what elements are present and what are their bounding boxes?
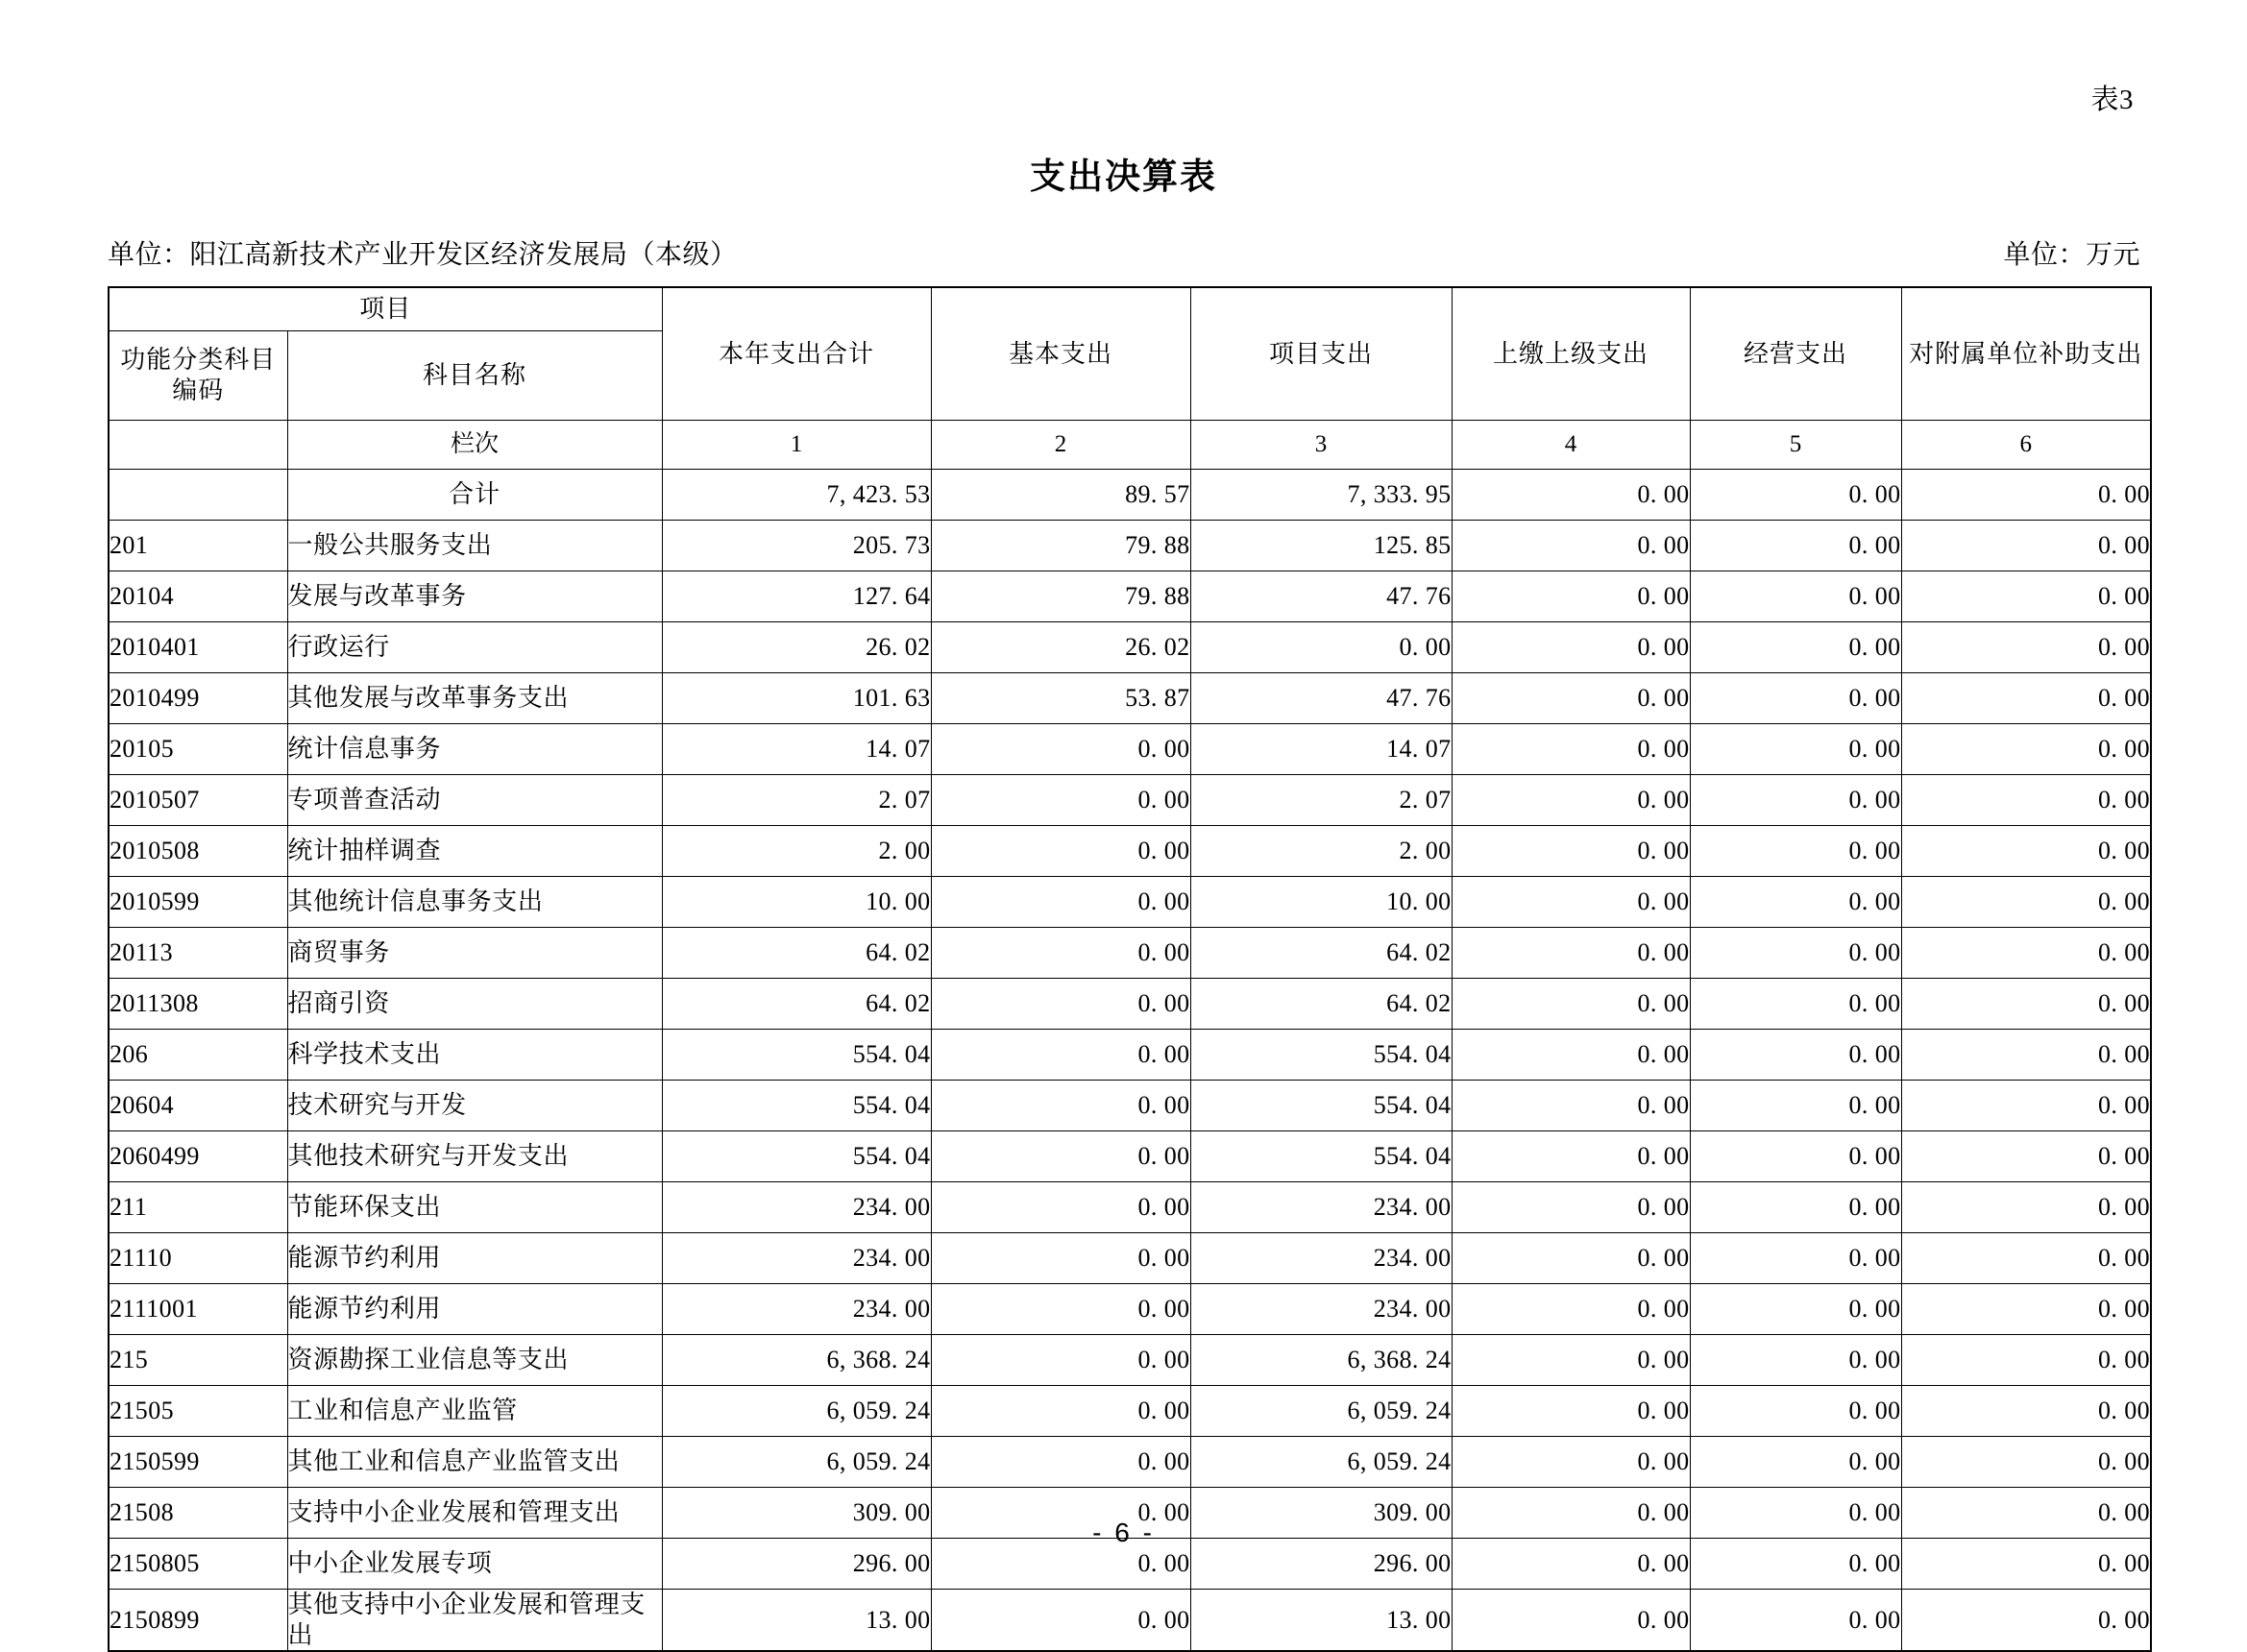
- row-value-3: 13. 00: [1190, 1590, 1452, 1652]
- row-value-5: 0. 00: [1690, 1233, 1901, 1284]
- total-row-value-2: 89. 57: [931, 470, 1190, 521]
- unit-organization: 单位：阳江高新技术产业开发区经济发展局（本级）: [108, 240, 738, 270]
- row-subject-name: 发展与改革事务: [287, 571, 662, 622]
- row-subject-name: 工业和信息产业监管: [287, 1386, 662, 1437]
- row-function-code: 21505: [109, 1386, 287, 1437]
- row-value-5: 0. 00: [1690, 571, 1901, 622]
- row-value-5: 0. 00: [1690, 1386, 1901, 1437]
- table-row: [109, 1437, 2151, 1488]
- table-row: [109, 1182, 2151, 1233]
- table-row: [109, 826, 2151, 877]
- row-value-4: 0. 00: [1452, 1335, 1690, 1386]
- row-function-code: 2010508: [109, 826, 287, 877]
- row-value-4: 0. 00: [1452, 673, 1690, 724]
- row-function-code: 2111001: [109, 1284, 287, 1335]
- row-function-code: 2150599: [109, 1437, 287, 1488]
- row-value-1: 296. 00: [662, 1539, 931, 1590]
- row-subject-name: 能源节约利用: [287, 1284, 662, 1335]
- table-row-total: [109, 470, 2151, 521]
- row-value-2: 0. 00: [931, 928, 1190, 979]
- row-value-4: 0. 00: [1452, 1488, 1690, 1539]
- row-subject-name: 其他技术研究与开发支出: [287, 1131, 662, 1182]
- lane-number-6: 6: [1901, 421, 2151, 470]
- row-function-code: 2010507: [109, 775, 287, 826]
- row-function-code: 20604: [109, 1081, 287, 1131]
- row-value-3: 234. 00: [1190, 1182, 1452, 1233]
- row-function-code: 2010599: [109, 877, 287, 928]
- header-group-project: 项目: [109, 287, 662, 331]
- row-value-4: 0. 00: [1452, 826, 1690, 877]
- table-row: [109, 724, 2151, 775]
- row-value-6: 0. 00: [1901, 673, 2151, 724]
- row-value-6: 0. 00: [1901, 571, 2151, 622]
- row-value-2: 0. 00: [931, 1335, 1190, 1386]
- row-value-3: 47. 76: [1190, 571, 1452, 622]
- row-subject-name: 其他统计信息事务支出: [287, 877, 662, 928]
- row-value-5: 0. 00: [1690, 724, 1901, 775]
- row-function-code: 20113: [109, 928, 287, 979]
- row-value-2: 0. 00: [931, 826, 1190, 877]
- row-function-code: 20104: [109, 571, 287, 622]
- row-value-3: 309. 00: [1190, 1488, 1452, 1539]
- row-value-6: 0. 00: [1901, 1030, 2151, 1081]
- row-function-code: 20105: [109, 724, 287, 775]
- table-row: [109, 622, 2151, 673]
- total-row-value-5: 0. 00: [1690, 470, 1901, 521]
- row-value-6: 0. 00: [1901, 1284, 2151, 1335]
- table-head: [109, 287, 2151, 470]
- row-value-6: 0. 00: [1901, 1081, 2151, 1131]
- row-value-5: 0. 00: [1690, 775, 1901, 826]
- row-value-2: 26. 02: [931, 622, 1190, 673]
- row-value-5: 0. 00: [1690, 1335, 1901, 1386]
- row-value-3: 6, 059. 24: [1190, 1386, 1452, 1437]
- row-value-2: 0. 00: [931, 877, 1190, 928]
- row-value-5: 0. 00: [1690, 521, 1901, 571]
- row-value-3: 296. 00: [1190, 1539, 1452, 1590]
- row-value-2: 0. 00: [931, 1030, 1190, 1081]
- row-value-6: 0. 00: [1901, 1437, 2151, 1488]
- table-row: [109, 521, 2151, 571]
- row-value-3: 6, 368. 24: [1190, 1335, 1452, 1386]
- row-function-code: 2010401: [109, 622, 287, 673]
- lane-label: 栏次: [287, 421, 662, 470]
- row-value-3: 554. 04: [1190, 1131, 1452, 1182]
- total-row-value-4: 0. 00: [1452, 470, 1690, 521]
- row-value-1: 554. 04: [662, 1081, 931, 1131]
- row-subject-name: 专项普查活动: [287, 775, 662, 826]
- row-value-6: 0. 00: [1901, 1590, 2151, 1652]
- row-value-2: 0. 00: [931, 979, 1190, 1030]
- row-value-4: 0. 00: [1452, 724, 1690, 775]
- table-row: [109, 1131, 2151, 1182]
- row-value-2: 0. 00: [931, 1488, 1190, 1539]
- row-value-3: 0. 00: [1190, 622, 1452, 673]
- row-subject-name: 其他工业和信息产业监管支出: [287, 1437, 662, 1488]
- row-value-2: 0. 00: [931, 775, 1190, 826]
- row-value-2: 0. 00: [931, 724, 1190, 775]
- page-number: - 6 -: [1092, 1518, 1155, 1547]
- row-value-6: 0. 00: [1901, 979, 2151, 1030]
- row-value-1: 234. 00: [662, 1284, 931, 1335]
- row-value-4: 0. 00: [1452, 1030, 1690, 1081]
- table-row: [109, 775, 2151, 826]
- row-function-code: 215: [109, 1335, 287, 1386]
- row-value-5: 0. 00: [1690, 826, 1901, 877]
- row-value-2: 79. 88: [931, 521, 1190, 571]
- row-value-1: 2. 00: [662, 826, 931, 877]
- row-value-3: 2. 07: [1190, 775, 1452, 826]
- row-value-3: 6, 059. 24: [1190, 1437, 1452, 1488]
- header-operating-expenditure: 经营支出: [1690, 287, 1901, 421]
- row-value-4: 0. 00: [1452, 1539, 1690, 1590]
- row-value-6: 0. 00: [1901, 877, 2151, 928]
- row-value-4: 0. 00: [1452, 1386, 1690, 1437]
- row-value-6: 0. 00: [1901, 1131, 2151, 1182]
- lane-number-5: 5: [1690, 421, 1901, 470]
- table-row: [109, 1081, 2151, 1131]
- total-row-value-3: 7, 333. 95: [1190, 470, 1452, 521]
- row-value-2: 0. 00: [931, 1284, 1190, 1335]
- row-value-4: 0. 00: [1452, 622, 1690, 673]
- row-value-3: 234. 00: [1190, 1233, 1452, 1284]
- table-row: [109, 1590, 2151, 1652]
- row-value-5: 0. 00: [1690, 1590, 1901, 1652]
- table-row: [109, 673, 2151, 724]
- row-value-1: 234. 00: [662, 1233, 931, 1284]
- row-value-1: 14. 07: [662, 724, 931, 775]
- row-value-3: 554. 04: [1190, 1030, 1452, 1081]
- row-function-code: 2011308: [109, 979, 287, 1030]
- row-value-4: 0. 00: [1452, 979, 1690, 1030]
- row-value-5: 0. 00: [1690, 877, 1901, 928]
- row-function-code: 2150899: [109, 1590, 287, 1652]
- row-value-1: 6, 368. 24: [662, 1335, 931, 1386]
- row-value-2: 0. 00: [931, 1590, 1190, 1652]
- row-value-3: 125. 85: [1190, 521, 1452, 571]
- header-project-expenditure: 项目支出: [1190, 287, 1452, 421]
- row-value-2: 0. 00: [931, 1182, 1190, 1233]
- row-function-code: 211: [109, 1182, 287, 1233]
- row-subject-name: 节能环保支出: [287, 1182, 662, 1233]
- row-subject-name: 统计抽样调查: [287, 826, 662, 877]
- row-value-2: 0. 00: [931, 1437, 1190, 1488]
- row-value-4: 0. 00: [1452, 775, 1690, 826]
- row-value-2: 0. 00: [931, 1539, 1190, 1590]
- table-row: [109, 1233, 2151, 1284]
- row-value-1: 309. 00: [662, 1488, 931, 1539]
- row-value-1: 234. 00: [662, 1182, 931, 1233]
- row-subject-name: 商贸事务: [287, 928, 662, 979]
- row-function-code: 2060499: [109, 1131, 287, 1182]
- lane-number-4: 4: [1452, 421, 1690, 470]
- header-subsidy-expenditure: 对附属单位补助支出: [1901, 287, 2151, 421]
- row-value-4: 0. 00: [1452, 521, 1690, 571]
- row-value-4: 0. 00: [1452, 928, 1690, 979]
- table-row: [109, 1284, 2151, 1335]
- header-subject-name: 科目名称: [287, 331, 662, 421]
- row-subject-name: 行政运行: [287, 622, 662, 673]
- table-row: [109, 1386, 2151, 1437]
- row-value-6: 0. 00: [1901, 1386, 2151, 1437]
- row-value-3: 64. 02: [1190, 928, 1452, 979]
- total-row-code: [109, 470, 287, 521]
- row-value-5: 0. 00: [1690, 928, 1901, 979]
- header-total-expenditure: 本年支出合计: [662, 287, 931, 421]
- row-function-code: 206: [109, 1030, 287, 1081]
- table-body: [109, 470, 2151, 1652]
- row-value-6: 0. 00: [1901, 521, 2151, 571]
- row-value-6: 0. 00: [1901, 1539, 2151, 1590]
- row-value-4: 0. 00: [1452, 1590, 1690, 1652]
- row-value-3: 14. 07: [1190, 724, 1452, 775]
- header-remit-upper-expenditure: 上缴上级支出: [1452, 287, 1690, 421]
- row-value-4: 0. 00: [1452, 1437, 1690, 1488]
- row-value-1: 2. 07: [662, 775, 931, 826]
- row-value-1: 554. 04: [662, 1131, 931, 1182]
- row-value-5: 0. 00: [1690, 1131, 1901, 1182]
- row-subject-name: 中小企业发展专项: [287, 1539, 662, 1590]
- row-function-code: 2150805: [109, 1539, 287, 1590]
- row-function-code: 21110: [109, 1233, 287, 1284]
- row-value-6: 0. 00: [1901, 826, 2151, 877]
- unit-currency: 单位：万元: [2003, 240, 2140, 270]
- row-value-5: 0. 00: [1690, 1488, 1901, 1539]
- table-row: [109, 928, 2151, 979]
- row-value-5: 0. 00: [1690, 1030, 1901, 1081]
- row-value-5: 0. 00: [1690, 979, 1901, 1030]
- row-value-3: 234. 00: [1190, 1284, 1452, 1335]
- expenditure-table: [108, 286, 2152, 1652]
- table-row: [109, 979, 2151, 1030]
- row-value-3: 10. 00: [1190, 877, 1452, 928]
- row-value-3: 64. 02: [1190, 979, 1452, 1030]
- sheet-marker: 表3: [2090, 85, 2134, 115]
- row-value-6: 0. 00: [1901, 1335, 2151, 1386]
- row-value-1: 101. 63: [662, 673, 931, 724]
- row-value-2: 0. 00: [931, 1131, 1190, 1182]
- row-value-4: 0. 00: [1452, 877, 1690, 928]
- row-subject-name: 其他支持中小企业发展和管理支出: [287, 1590, 662, 1652]
- row-value-4: 0. 00: [1452, 1081, 1690, 1131]
- row-value-4: 0. 00: [1452, 1233, 1690, 1284]
- table-row: [109, 877, 2151, 928]
- row-value-6: 0. 00: [1901, 775, 2151, 826]
- row-value-5: 0. 00: [1690, 673, 1901, 724]
- row-value-1: 64. 02: [662, 928, 931, 979]
- row-subject-name: 能源节约利用: [287, 1233, 662, 1284]
- row-subject-name: 支持中小企业发展和管理支出: [287, 1488, 662, 1539]
- row-value-3: 2. 00: [1190, 826, 1452, 877]
- unit-line: [108, 242, 2146, 269]
- page-title: 支出决算表: [1030, 158, 1217, 197]
- row-value-4: 0. 00: [1452, 571, 1690, 622]
- row-function-code: 21508: [109, 1488, 287, 1539]
- row-value-2: 79. 88: [931, 571, 1190, 622]
- row-value-6: 0. 00: [1901, 928, 2151, 979]
- row-value-1: 127. 64: [662, 571, 931, 622]
- row-value-1: 13. 00: [662, 1590, 931, 1652]
- row-value-2: 0. 00: [931, 1233, 1190, 1284]
- row-value-6: 0. 00: [1901, 1233, 2151, 1284]
- row-function-code: 2010499: [109, 673, 287, 724]
- row-value-4: 0. 00: [1452, 1131, 1690, 1182]
- row-value-2: 0. 00: [931, 1386, 1190, 1437]
- lane-code-blank: [109, 421, 287, 470]
- row-subject-name: 一般公共服务支出: [287, 521, 662, 571]
- table-row: [109, 1030, 2151, 1081]
- row-value-1: 6, 059. 24: [662, 1386, 931, 1437]
- row-value-3: 554. 04: [1190, 1081, 1452, 1131]
- row-value-5: 0. 00: [1690, 1182, 1901, 1233]
- row-value-5: 0. 00: [1690, 622, 1901, 673]
- row-subject-name: 技术研究与开发: [287, 1081, 662, 1131]
- expenditure-table-wrapper: [108, 286, 2150, 1652]
- row-value-4: 0. 00: [1452, 1182, 1690, 1233]
- row-subject-name: 统计信息事务: [287, 724, 662, 775]
- total-row-name: 合计: [287, 470, 662, 521]
- row-value-4: 0. 00: [1452, 1284, 1690, 1335]
- row-subject-name: 其他发展与改革事务支出: [287, 673, 662, 724]
- header-function-code: 功能分类科目编码: [109, 331, 287, 421]
- header-row-group: [109, 287, 2151, 331]
- total-row-value-1: 7, 423. 53: [662, 470, 931, 521]
- table-row: [109, 1335, 2151, 1386]
- lane-number-2: 2: [931, 421, 1190, 470]
- row-value-6: 0. 00: [1901, 724, 2151, 775]
- row-value-6: 0. 00: [1901, 622, 2151, 673]
- row-value-1: 26. 02: [662, 622, 931, 673]
- lane-number-1: 1: [662, 421, 931, 470]
- row-value-1: 10. 00: [662, 877, 931, 928]
- table-row: [109, 571, 2151, 622]
- row-value-2: 0. 00: [931, 1081, 1190, 1131]
- row-value-1: 6, 059. 24: [662, 1437, 931, 1488]
- row-value-1: 554. 04: [662, 1030, 931, 1081]
- row-value-5: 0. 00: [1690, 1284, 1901, 1335]
- row-value-5: 0. 00: [1690, 1437, 1901, 1488]
- row-function-code: 201: [109, 521, 287, 571]
- row-value-5: 0. 00: [1690, 1081, 1901, 1131]
- row-value-1: 205. 73: [662, 521, 931, 571]
- row-value-3: 47. 76: [1190, 673, 1452, 724]
- row-subject-name: 资源勘探工业信息等支出: [287, 1335, 662, 1386]
- total-row-value-6: 0. 00: [1901, 470, 2151, 521]
- header-row-lane: [109, 421, 2151, 470]
- lane-number-3: 3: [1190, 421, 1452, 470]
- header-basic-expenditure: 基本支出: [931, 287, 1190, 421]
- row-value-1: 64. 02: [662, 979, 931, 1030]
- row-value-5: 0. 00: [1690, 1539, 1901, 1590]
- row-value-6: 0. 00: [1901, 1488, 2151, 1539]
- row-subject-name: 招商引资: [287, 979, 662, 1030]
- row-subject-name: 科学技术支出: [287, 1030, 662, 1081]
- row-value-2: 53. 87: [931, 673, 1190, 724]
- row-value-6: 0. 00: [1901, 1182, 2151, 1233]
